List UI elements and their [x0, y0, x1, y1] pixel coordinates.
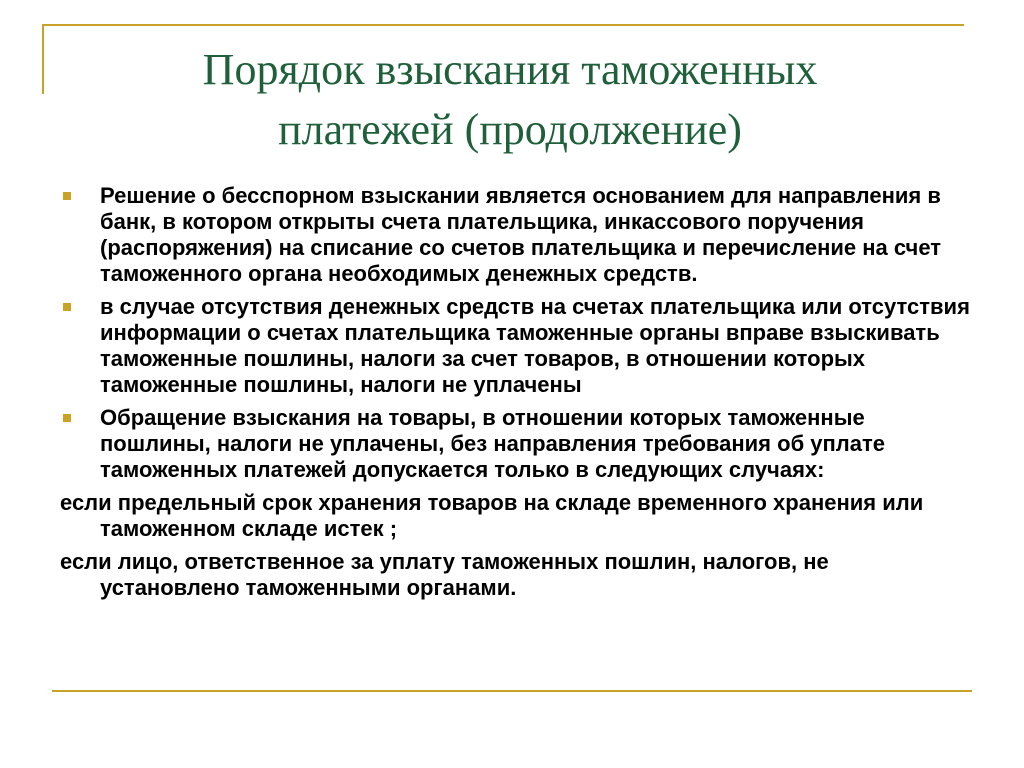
paragraph: если предельный срок хранения товаров на складе временного хранения или таможенном складе истек ; [60, 490, 924, 541]
square-bullet-icon [63, 303, 71, 311]
square-bullet-icon [63, 192, 71, 200]
bullet-item [60, 183, 970, 287]
top-divider-line [42, 24, 964, 26]
slide-title [60, 40, 960, 160]
bullet-text: в случае отсутствия денежных средств на счетах плательщика или отсутствия информации о счетах плательщика таможенные органы вправе взыскивать таможенные пошлины, налоги за счет товаров, в отношении которых таможенные пошлины, налоги не уплачены [100, 294, 970, 397]
bullet-item [60, 405, 970, 483]
bullet-text: Решение о бесспорном взыскании является основанием для направления в банк, в котором открыты счета плательщика, инкассового поручения (распоряжения) на списание со счетов плательщика и перечисление на счет таможенного органа необходимых денежных средств. [100, 183, 942, 286]
paragraph: если лицо, ответственное за уплату таможенных пошлин, налогов, не установлено таможенными органами. [60, 549, 829, 600]
title-line-2: платежей (продолжение) [278, 105, 742, 154]
bottom-divider-line [52, 690, 972, 692]
bullet-item [60, 294, 970, 398]
left-divider-line [42, 24, 44, 94]
bullet-text: Обращение взыскания на товары, в отношении которых таможенные пошлины, налоги не уплачены, без направления требования об уплате таможенных платежей допускается только в следующих случаях: [100, 405, 886, 482]
square-bullet-icon [63, 414, 71, 422]
slide-body [60, 183, 970, 608]
title-line-1: Порядок взыскания таможенных [202, 45, 818, 94]
